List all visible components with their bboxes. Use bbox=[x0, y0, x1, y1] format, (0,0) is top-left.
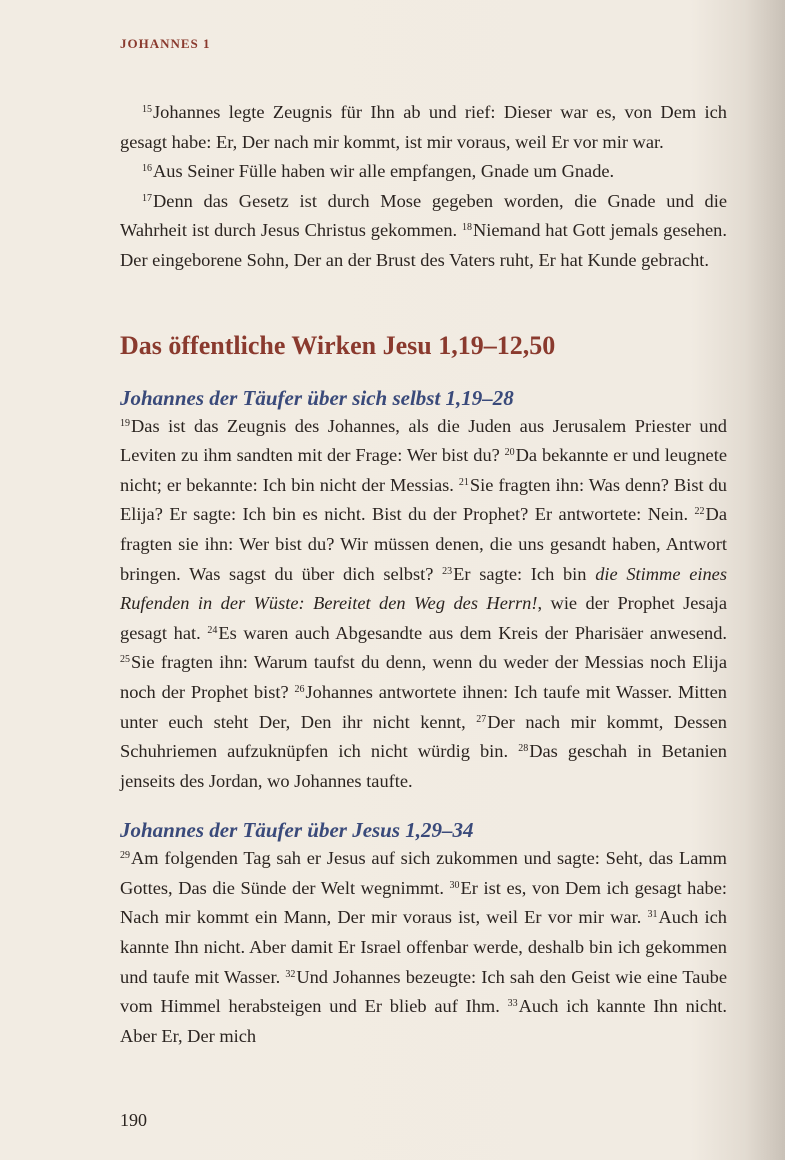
verse-number: 23 bbox=[442, 565, 453, 577]
verse-number: 15 bbox=[142, 104, 152, 115]
verse-text: , wie der Prophet Jesaja gesagt hat. bbox=[120, 593, 727, 643]
verse-number: 27 bbox=[476, 713, 487, 725]
verse-number: 19 bbox=[120, 417, 130, 429]
verse-number: 31 bbox=[647, 909, 658, 921]
verse-number: 18 bbox=[462, 222, 472, 234]
verse-text: Denn das Gesetz ist durch Mose gegeben worden, die Gnade und die Wahrheit ist durch Jesus Christus gekommen. bbox=[120, 190, 727, 241]
verse-text: Es waren auch Abgesandte aus dem Kreis der Pharisäer anwesend. bbox=[218, 622, 727, 643]
quotation-text: die Stimme eines Rufenden in der Wüste: Bereitet den Weg des Herrn! bbox=[120, 563, 727, 614]
verse-text: Aus Seiner Fülle haben wir alle empfangen, Gnade um Gnade. bbox=[153, 161, 615, 182]
verse-number: 30 bbox=[449, 879, 460, 891]
subsection-heading: Johannes der Täufer über Jesus 1,29–34 bbox=[120, 818, 474, 843]
page-body bbox=[120, 98, 727, 1051]
section-title: Das öffentliche Wirken Jesu 1,19–12,50 bbox=[120, 330, 556, 360]
verse-text: Sie fragten ihn: Was denn? Bist du Elija? Er sagte: Ich bin es nicht. Bist du der Prophet? Er antwortete: Nein. bbox=[120, 474, 727, 525]
verse-text: Der nach mir kommt, Dessen Schuhriemen aufzuknüpfen ich nicht würdig bin. bbox=[120, 711, 727, 762]
verse-text: Niemand hat Gott jemals gesehen. Der eingeborene Sohn, Der an der Brust des Vaters ruht, Er hat Kunde gebracht. bbox=[120, 220, 727, 270]
running-head: JOHANNES 1 bbox=[120, 36, 211, 51]
verse-text: Sie fragten ihn: Warum taufst du denn, wenn du weder der Messias noch Elija noch der Prophet bist? bbox=[120, 652, 727, 702]
verse-text: Das geschah in Betanien jenseits des Jordan, wo Johannes taufte. bbox=[120, 741, 727, 791]
verse-text: Johannes antwortete ihnen: Ich taufe mit Wasser. Mitten unter euch steht Der, Den ihr nicht kennt, bbox=[120, 681, 727, 732]
verse-paragraph bbox=[120, 412, 727, 797]
verse-number: 25 bbox=[120, 654, 130, 666]
verse-number: 16 bbox=[142, 163, 152, 175]
verse-number: 22 bbox=[694, 506, 705, 518]
verse-number: 17 bbox=[142, 192, 152, 204]
verse-text: Da fragten sie ihn: Wer bist du? Wir müssen denen, die uns gesandt haben, Antwort bringen. Was sagst du über dich selbst? bbox=[120, 504, 727, 584]
verse-paragraph bbox=[120, 98, 727, 157]
verse-number: 29 bbox=[120, 850, 130, 862]
verse-text: Johannes legte Zeugnis für Ihn ab und rief: Dieser war es, von Dem ich gesagt habe: Er, Der nach mir kommt, ist mir voraus, weil Er vor mir war. bbox=[120, 102, 727, 152]
subsection-heading: Johannes der Täufer über sich selbst 1,19–28 bbox=[120, 385, 514, 410]
verse-number: 33 bbox=[507, 998, 518, 1010]
verse-number: 24 bbox=[207, 624, 218, 636]
verse-number: 28 bbox=[518, 743, 529, 755]
verse-paragraph bbox=[120, 157, 727, 187]
verse-text: Das ist das Zeugnis des Johannes, als die Juden aus Jerusalem Priester und Leviten zu ihm sandten mit der Frage: Wer bist du? bbox=[120, 415, 727, 466]
verse-number: 26 bbox=[294, 683, 305, 695]
verse-text: Auch ich kannte Ihn nicht. Aber Er, Der mich bbox=[120, 996, 727, 1046]
verse-text: Auch ich kannte Ihn nicht. Aber damit Er Israel offenbar werde, deshalb bin ich gekommen und taufe mit Wasser. bbox=[120, 907, 727, 987]
verse-text: Am folgenden Tag sah er Jesus auf sich zukommen und sagte: Seht, das Lamm Gottes, Das die Sünde der Welt wegnimmt. bbox=[120, 848, 727, 898]
verse-number: 20 bbox=[504, 447, 515, 459]
verse-text: Er sagte: Ich bin bbox=[453, 563, 596, 584]
verse-text: Da bekannte er und leugnete nicht; er bekannte: Ich bin nicht der Messias. bbox=[120, 445, 727, 495]
page-number: 190 bbox=[120, 1110, 147, 1130]
verse-number: 32 bbox=[285, 968, 296, 980]
verse-paragraph bbox=[120, 844, 727, 1051]
verse-paragraph bbox=[120, 187, 727, 276]
verse-text: Und Johannes bezeugte: Ich sah den Geist wie eine Taube vom Himmel herabsteigen und Er blieb auf Ihm. bbox=[120, 966, 728, 1017]
verse-number: 21 bbox=[458, 476, 469, 488]
verse-text: Er ist es, von Dem ich gesagt habe: Nach mir kommt ein Mann, Der mir voraus ist, weil Er vor mir war. bbox=[120, 877, 727, 928]
